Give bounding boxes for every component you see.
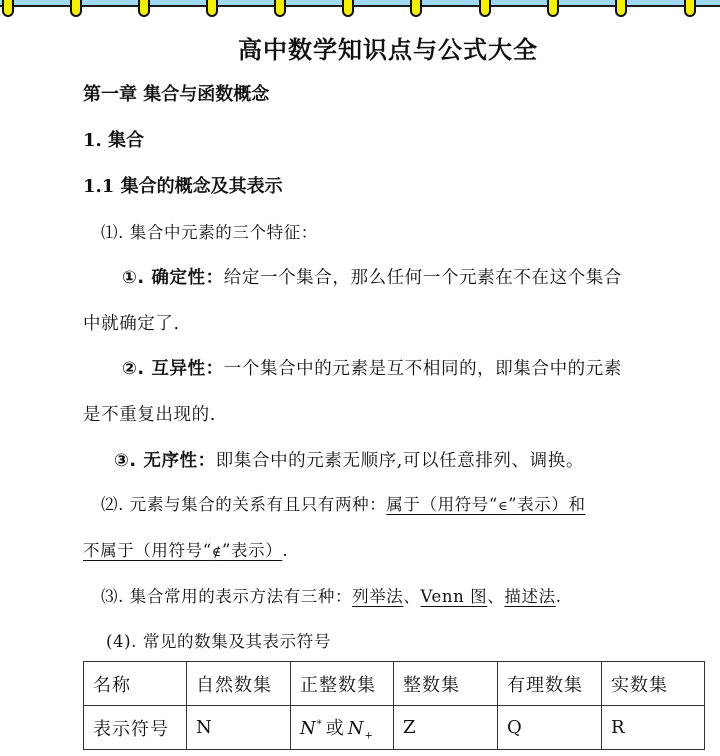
table-cell: Z [394,706,498,750]
item-2-line1 [101,491,586,515]
binder-ring-icon [138,0,150,17]
binder-band [0,0,720,7]
table-cell: 整数集 [394,662,498,706]
binder-ring-icon [2,0,14,17]
feature-name: 互异性： [151,359,224,379]
table-row [84,706,705,750]
feature-distinctness [122,355,622,380]
not-belongs-text [83,541,282,560]
feature-unorderedness [114,447,584,472]
superscript-star: * [316,718,323,730]
table-cell: R [602,706,705,750]
binder-ring-icon [342,0,354,17]
item-2-prefix: ⑵. 元素与集合的关系有且只有两种： [101,495,387,514]
or-text: 或 [325,717,345,739]
belongs-label-end: ”表示）和 [508,495,586,514]
item-3 [101,583,562,607]
method-venn: Venn 图 [420,587,488,606]
feature-marker: ②. [122,359,152,379]
table-cell: 表示符号 [84,706,187,750]
binder-ring-icon [615,0,627,17]
method-roster: 列举法 [352,587,404,606]
subscript-plus: + [364,730,374,742]
table-header-row [84,662,705,706]
feature-text: 给定一个集合，那么任何一个元素在不在这个集合 [223,268,622,288]
table-cell: 名称 [84,662,187,706]
item-3-prefix: ⑶. 集合常用的表示方法有三种： [101,587,353,606]
binder-ring-icon [70,0,82,17]
not-belongs-label: 不属于（用符号“ [83,541,212,560]
element-of-symbol: ∈ [497,499,509,514]
separator: 、 [487,587,505,606]
number-sets-table [83,661,705,750]
table-cell: 有理数集 [498,662,602,706]
subsection-heading: 1.1 集合的概念及其表示 [83,176,283,197]
not-element-of-symbol: ∉ [211,545,222,560]
feature-name: 确定性： [151,268,224,288]
table-cell: 正整数集 [291,662,394,706]
binder-ring-icon [206,0,218,17]
document-title: 高中数学知识点与公式大全 [238,36,538,64]
section-heading: 1. 集合 [83,130,145,151]
chapter-heading: 第一章 集合与函数概念 [83,84,270,105]
not-belongs-label-end: ”表示） [221,541,283,560]
table-cell: 实数集 [602,662,705,706]
feature-determinacy-cont: 中就确定了. [83,314,180,334]
symbol-n: N [300,717,317,739]
item-2-line2 [83,537,288,561]
feature-determinacy [122,264,622,289]
item-4-label: (4). 常见的数集及其表示符号 [106,632,331,651]
binder-ring-icon [684,0,696,17]
binder-ring-icon [274,0,286,17]
table-cell: 自然数集 [187,662,291,706]
feature-distinctness-cont: 是不重复出现的. [83,405,216,425]
belongs-to-text [386,495,585,514]
feature-text: 即集合中的元素无顺序,可以任意排列、调换。 [215,451,584,471]
item-1-label: ⑴. 集合中元素的三个特征： [101,223,318,242]
binder-ring-icon [479,0,491,17]
feature-name: 无序性： [143,451,216,471]
item-2-end: . [282,541,289,560]
belongs-label: 属于（用符号“ [386,495,498,514]
symbol-n: N [347,717,365,739]
table-cell [291,706,394,750]
binder-ring-icon [547,0,559,17]
binder-ring-icon [410,0,422,17]
feature-text: 一个集合中的元素是互不相同的，即集合中的元素 [223,359,622,379]
item-3-end: . [555,587,562,606]
method-description: 描述法 [504,587,556,606]
separator: 、 [403,587,421,606]
table-cell: N [187,706,291,750]
feature-marker: ③. [114,451,144,471]
table-cell: Q [498,706,602,750]
feature-marker: ①. [122,268,152,288]
